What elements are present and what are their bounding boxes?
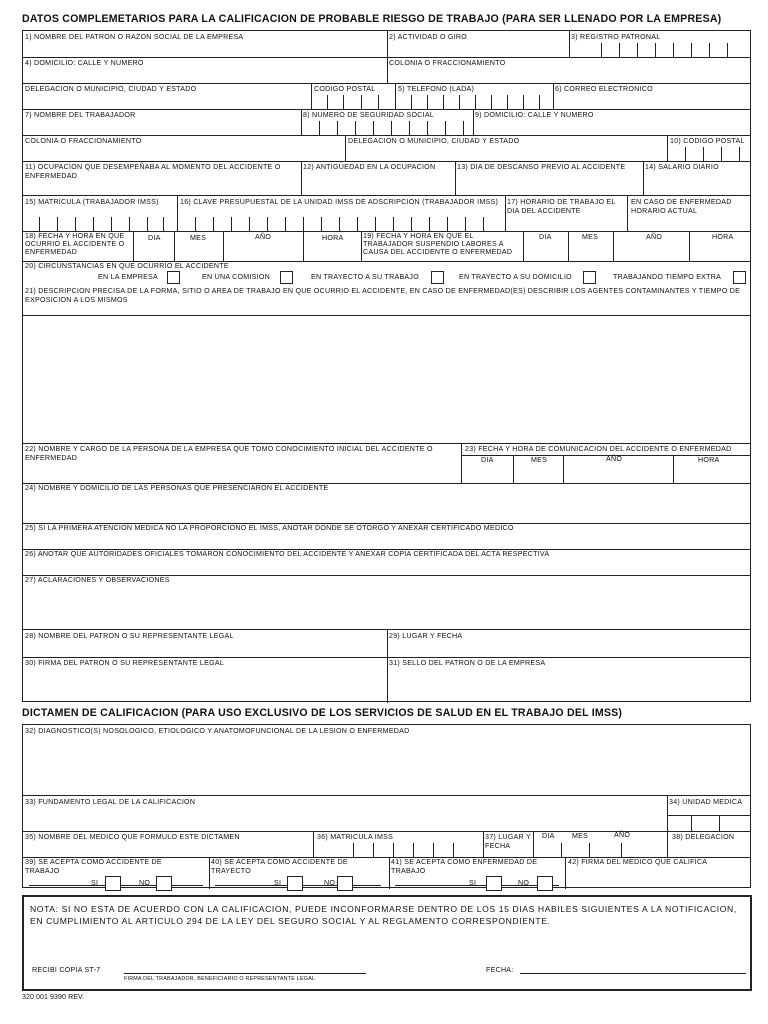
section1-title: DATOS COMPLEMETARIOS PARA LA CALIFICACION DE PROBABLE RIESGO DE TRABAJO (PARA SER LLENADO POR LA EMPRESA) [22, 13, 722, 25]
field-21-label: 21) DESCRIPCION PRECISA DE LA FORMA, SITIO O AREA DE TRABAJO EN QUE OCURRIO EL ACCIDENTE, EN CASO DE ENFERMEDAD(ES) DESCRIBIR LOS AGENTES CONTAMINANTES Y TIEMPO DE EXPOSICION A LOS MISMOS [25, 287, 741, 304]
field-23-label: 23) FECHA Y HORA DE COMUNICACION DEL ACCIDENTE O ENFERMEDAD [465, 445, 732, 453]
label-trayecto-domicilio: EN TRAYECTO A SU DOMICILIO [459, 273, 572, 281]
f23-anio: AÑO [606, 455, 623, 463]
field-15-label: 15) MATRICULA (TRABAJADOR IMSS) [25, 198, 159, 206]
field-17-label: 17) HORARIO DE TRABAJO EL DIA DEL ACCIDENTE [507, 198, 616, 215]
delegacion-label: DELEGACION O MUNICIPIO, CIUDAD Y ESTADO [25, 85, 197, 93]
checkbox-tiempo-extra[interactable] [733, 271, 746, 284]
field-33-label: 33) FUNDAMENTO LEGAL DE LA CALIFICACION [25, 798, 196, 806]
form-code: 320 001 9390 REV. [22, 994, 85, 1001]
f40-si-label: SI [274, 879, 282, 887]
field-22-label: 22) NOMBRE Y CARGO DE LA PERSONA DE LA EMPRESA QUE TOMO CONOCIMIENTO INICIAL DEL ACCIDENTE O ENFERMEDAD [25, 445, 433, 462]
label-en-una-comision: EN UNA COMISION [202, 273, 270, 281]
checkbox-en-la-empresa[interactable] [167, 271, 180, 284]
f19-anio: AÑO [646, 233, 663, 241]
field-13-label: 13) DIA DE DESCANSO PREVIO AL ACCIDENTE [457, 163, 626, 171]
field-40-label: 40) SE ACEPTA COMO ACCIDENTE DE TRAYECTO [211, 858, 348, 875]
field-8-label: 8) NUMERO DE SEGURIDAD SOCIAL [303, 111, 435, 119]
f39-no-label: NO [139, 879, 151, 887]
checkbox-trayecto-trabajo[interactable] [431, 271, 444, 284]
field-2-label: 2) ACTIVIDAD O GIRO [389, 33, 468, 41]
fecha-label: FECHA: [486, 966, 514, 974]
field-6-label: 6) CORREO ELECTRONICO [555, 85, 653, 93]
label-en-la-empresa: EN LA EMPRESA [98, 273, 159, 281]
field-12-label: 12) ANTIGÜEDAD EN LA OCUPACION [303, 163, 436, 171]
f19-hora: HORA [712, 233, 734, 241]
field-26-label: 26) ANOTAR QUE AUTORIDADES OFICIALES TOMARON CONOCIMIENTO DEL ACCIDENTE Y ANEXAR COPIA CERTIFICADA DEL ACTA RESPECTIVA [25, 550, 550, 558]
f23-dia: DIA [481, 456, 494, 464]
field-7-label: 7) NOMBRE DEL TRABAJADOR [25, 111, 136, 119]
f41-no-label: NO [518, 879, 530, 887]
f39-no-checkbox[interactable] [156, 876, 172, 891]
field-18-label: 18) FECHA Y HORA EN QUE OCURRIO EL ACCIDENTE O ENFERMEDAD [25, 232, 125, 256]
field-35-label: 35) NOMBRE DEL MEDICO QUE FORMULO ESTE DICTAMEN [25, 833, 240, 841]
delegacion2-label: DELEGACION O MUNICIPIO, CIUDAD Y ESTADO [348, 137, 520, 145]
section2-title: DICTAMEN DE CALIFICACION (PARA USO EXCLUSIVO DE LOS SERVICIOS DE SALUD EN EL TRABAJO DEL IMSS) [22, 707, 623, 719]
field-3-label: 3) REGISTRO PATRONAL [571, 33, 661, 41]
colonia-label: COLONIA O FRACCIONAMIENTO [389, 59, 506, 67]
field-1-label: 1) NOMBRE DEL PATRON O RAZON SOCIAL DE LA EMPRESA [25, 33, 244, 41]
field-29-label: 29) LUGAR Y FECHA [389, 632, 463, 640]
nota-text: NOTA: SI NO ESTA DE ACUERDO CON LA CALIFICACION, PUEDE INCONFORMARSE DENTRO DE LOS 15 DIAS HABILES SIGUIENTES A LA NOTIFICACION, EN CUMPLIMIENTO AL ARTICULO 294 DE LA LEY DEL SEGURO SOCIAL Y AL REGLAMENTO CORRESPONDIENTE. [30, 904, 737, 926]
f18-mes: MES [190, 234, 207, 242]
field-27-label: 27) ACLARACIONES Y OBSERVACIONES [25, 576, 170, 584]
f18-dia: DIA [148, 234, 161, 242]
field-5-label: 5) TELEFONO (LADA) [398, 85, 475, 93]
f39-si-label: SI [91, 879, 99, 887]
colonia2-label: COLONIA O FRACCIONAMIENTO [25, 137, 142, 145]
field-21-description-area[interactable] [23, 306, 750, 440]
field-41-label: 41) SE ACEPTA COMO ENFERMEDAD DE TRABAJO [391, 858, 538, 875]
field-38-label: 38) DELEGACION [672, 833, 735, 841]
f40-si-checkbox[interactable] [287, 876, 303, 891]
f41-si-label: SI [469, 879, 477, 887]
field-39-label: 39) SE ACEPTA COMO ACCIDENTE DE TRABAJO [25, 858, 162, 875]
field-25-label: 25) SI LA PRIMERA ATENCION MEDICA NO LA PROPORCIONO EL IMSS, ANOTAR DONDE SE OTORGO Y ANEXAR CERTIFICADO MEDICO [25, 524, 514, 532]
f40-no-checkbox[interactable] [337, 876, 353, 891]
field-42-label: 42) FIRMA DEL MEDICO QUE CALIFICA [568, 858, 708, 866]
firma-trabajador-line[interactable] [124, 973, 366, 974]
field-11-label: 11) OCUPACION QUE DESEMPEÑABA AL MOMENTO DEL ACCIDENTE O ENFERMEDAD [25, 163, 281, 180]
fecha-line[interactable] [520, 973, 746, 974]
f37-mes: MES [572, 832, 589, 840]
field-30-label: 30) FIRMA DEL PATRON O SU REPRESENTANTE LEGAL [25, 659, 225, 667]
field-16-label: 16) CLAVE PRESUPUESTAL DE LA UNIDAD IMSS DE ADSCRIPCION (TRABAJADOR IMSS) [180, 198, 499, 206]
f41-no-checkbox[interactable] [537, 876, 553, 891]
f18-hora: HORA [322, 234, 344, 242]
f23-hora: HORA [698, 456, 720, 464]
enf-horario-label: EN CASO DE ENFERMEDAD HORARIO ACTUAL [631, 198, 732, 215]
nota-box [22, 895, 752, 991]
f37-dia: DIA [542, 832, 555, 840]
recibi-copia-label: RECIBI COPIA ST-7 [32, 966, 101, 974]
field-36-label: 36) MATRICULA IMSS [317, 833, 394, 841]
f19-dia: DIA [539, 233, 552, 241]
field-10-label: 10) CODIGO POSTAL [670, 137, 745, 145]
field-19-label: 19) FECHA Y HORA EN QUE EL TRABAJADOR SUSPENDIO LABORES A CAUSA DEL ACCIDENTE O ENFERMEDAD [363, 232, 513, 256]
field-20-label: 20) CIRCUNSTANCIAS EN QUE OCURRIO EL ACCIDENTE [25, 262, 229, 270]
f40-no-label: NO [324, 879, 336, 887]
field-34-label: 34) UNIDAD MEDICA [669, 798, 743, 806]
f41-si-checkbox[interactable] [486, 876, 502, 891]
field-31-label: 31) SELLO DEL PATRON O DE LA EMPRESA [389, 659, 546, 667]
field-37-label: 37) LUGAR Y FECHA [485, 833, 531, 850]
checkbox-en-una-comision[interactable] [280, 271, 293, 284]
field-14-label: 14) SALARIO DIARIO [645, 163, 719, 171]
field-9-label: 9) DOMICILIO: CALLE Y NUMERO [475, 111, 594, 119]
firma-trabajador-label: FIRMA DEL TRABAJADOR, BENEFICIARIO O REPRESENTANTE LEGAL [124, 976, 316, 982]
field-4-label: 4) DOMICILIO: CALLE Y NUMERO [25, 59, 144, 67]
label-trayecto-trabajo: EN TRAYECTO A SU TRABAJO [311, 273, 419, 281]
field-24-label: 24) NOMBRE Y DOMICILIO DE LAS PERSONAS QUE PRESENCIARON EL ACCIDENTE [25, 484, 329, 492]
f23-mes: MES [531, 456, 548, 464]
f37-anio: AÑO [614, 831, 631, 839]
f19-mes: MES [582, 233, 599, 241]
codigo-postal-label: CODIGO POSTAL [314, 85, 376, 93]
label-tiempo-extra: TRABAJANDO TIEMPO EXTRA [613, 273, 722, 281]
field-28-label: 28) NOMBRE DEL PATRON O SU REPRESENTANTE LEGAL [25, 632, 234, 640]
field-32-label: 32) DIAGNOSTICO(S) NOSOLOGICO, ETIOLOGICO Y ANATOMOFUNCIONAL DE LA LESION O ENFERMEDAD [25, 727, 410, 735]
checkbox-trayecto-domicilio[interactable] [583, 271, 596, 284]
f39-si-checkbox[interactable] [105, 876, 121, 891]
f18-anio: AÑO [255, 233, 272, 241]
